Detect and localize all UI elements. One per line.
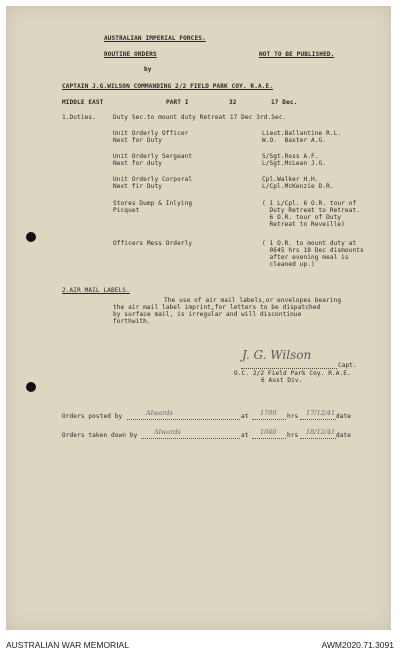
duty-row-value: L/Sgt.McLean J.G.	[262, 160, 327, 167]
air-mail-text: The use of air mail labels,or envelopes bearing	[164, 297, 342, 304]
document-page	[6, 6, 391, 630]
stores-value: Retreat to Reveille)	[262, 221, 345, 228]
mess-value: after evening meal is	[262, 254, 349, 261]
air-mail-text: by surface mail, is irregular and will discontinue	[113, 311, 302, 318]
duty-row-label: Unit Orderly Corporal	[113, 176, 193, 183]
stores-value: ( 1 L/Cpl. 6 O.R. tour of	[262, 200, 357, 207]
signature-unit: O.C. 2/2 Field Park Coy. R.A.E.	[234, 370, 351, 377]
taken-date: date	[336, 432, 352, 439]
taken-hrs: hrs	[287, 432, 299, 439]
not-published-heading: NOT TO BE PUBLISHED.	[259, 51, 335, 58]
duty-row-value: W.O. Baxter A.G.	[262, 137, 327, 144]
duty-row-label: Unit Orderly Sergeant	[113, 153, 193, 160]
posted-time-line	[252, 419, 286, 420]
taken-time-handwritten: 1040	[260, 428, 277, 436]
signature-rank: Capt.	[338, 362, 357, 369]
taken-date-line	[300, 438, 336, 439]
doc-title: AUSTRALIAN IMPERIAL FORCES.	[104, 35, 206, 42]
by-label: by	[144, 66, 152, 73]
posted-time-handwritten: 1700	[260, 409, 277, 417]
taken-date-handwritten: 18/12/41	[306, 428, 336, 436]
punch-hole-bottom	[26, 382, 36, 392]
posted-by-handwritten: Alwards	[146, 409, 173, 417]
part-label: PART I	[166, 99, 189, 106]
footer-institution: AUSTRALIAN WAR MEMORIAL	[6, 640, 129, 650]
footer-bar	[0, 636, 400, 653]
duty-row-value: L/Cpl.McKenzie D.R.	[262, 183, 334, 190]
posted-date-line	[300, 419, 336, 420]
posted-by-line	[127, 419, 240, 420]
signature-div: 6 Aust Div.	[261, 377, 303, 384]
taken-by-line	[141, 438, 240, 439]
stores-label: Stores Dump & Inlying	[113, 200, 193, 207]
mess-value: cleaned up.)	[262, 261, 315, 268]
mess-label: Officers Mess Orderly	[113, 240, 193, 247]
duty-row-value: Lieut.Ballantine R.L.	[262, 130, 342, 137]
captain-heading: CAPTAIN J.G.WILSON COMMANDING 2/2 FIELD PARK COY. R.A.E.	[62, 83, 274, 90]
duties-heading: 1.Duties.	[62, 114, 96, 121]
air-mail-heading: 2.AIR MAIL LABELS.	[62, 287, 130, 294]
order-number: 32	[229, 99, 237, 106]
mess-value: ( 1 O.R. to mount duty at	[262, 240, 357, 247]
posted-hrs: hrs	[287, 413, 299, 420]
stores-value: Duty Retreat to Retreat.	[262, 207, 360, 214]
punch-hole-top	[26, 232, 36, 242]
location: MIDDLE EAST	[62, 99, 104, 106]
posted-date-handwritten: 17/12/41	[306, 409, 336, 417]
air-mail-text: the air mail label imprint,for letters to be dispatched	[113, 304, 321, 311]
posted-date: date	[336, 413, 352, 420]
duties-intro: Duty Sec.to mount duty Retreat 17 Dec 3rd.Sec.	[113, 114, 287, 121]
routine-orders-heading: ROUTINE ORDERS	[104, 51, 157, 58]
duty-row-label: Unit Orderly Officer	[113, 130, 189, 137]
taken-by-handwritten: Alwards	[154, 428, 181, 436]
stores-label: Picquet	[113, 207, 140, 214]
posted-at: at	[241, 413, 249, 420]
taken-prefix: Orders taken down by	[62, 432, 138, 439]
air-mail-text: forthwith.	[113, 318, 151, 325]
order-date: 17 Dec.	[271, 99, 298, 106]
taken-at: at	[241, 432, 249, 439]
duty-row-label: Next fir Duty	[113, 183, 162, 190]
stores-value: 6 O.R. tour of Duty	[262, 214, 342, 221]
mess-value: 0645 hrs 18 Dec dismounts	[262, 247, 364, 254]
signature-line	[241, 368, 337, 369]
duty-row-value: Cpl.Walker H.H.	[262, 176, 319, 183]
posted-prefix: Orders posted by	[62, 413, 123, 420]
signature: J. G. Wilson	[242, 348, 312, 362]
duty-row-label: Next for Duty	[113, 137, 162, 144]
duty-row-value: S/Sgt.Ross A.F.	[262, 153, 319, 160]
duty-row-label: Next for duty	[113, 160, 162, 167]
taken-time-line	[252, 438, 286, 439]
footer-accession: AWM2020.71.3091	[321, 640, 394, 650]
